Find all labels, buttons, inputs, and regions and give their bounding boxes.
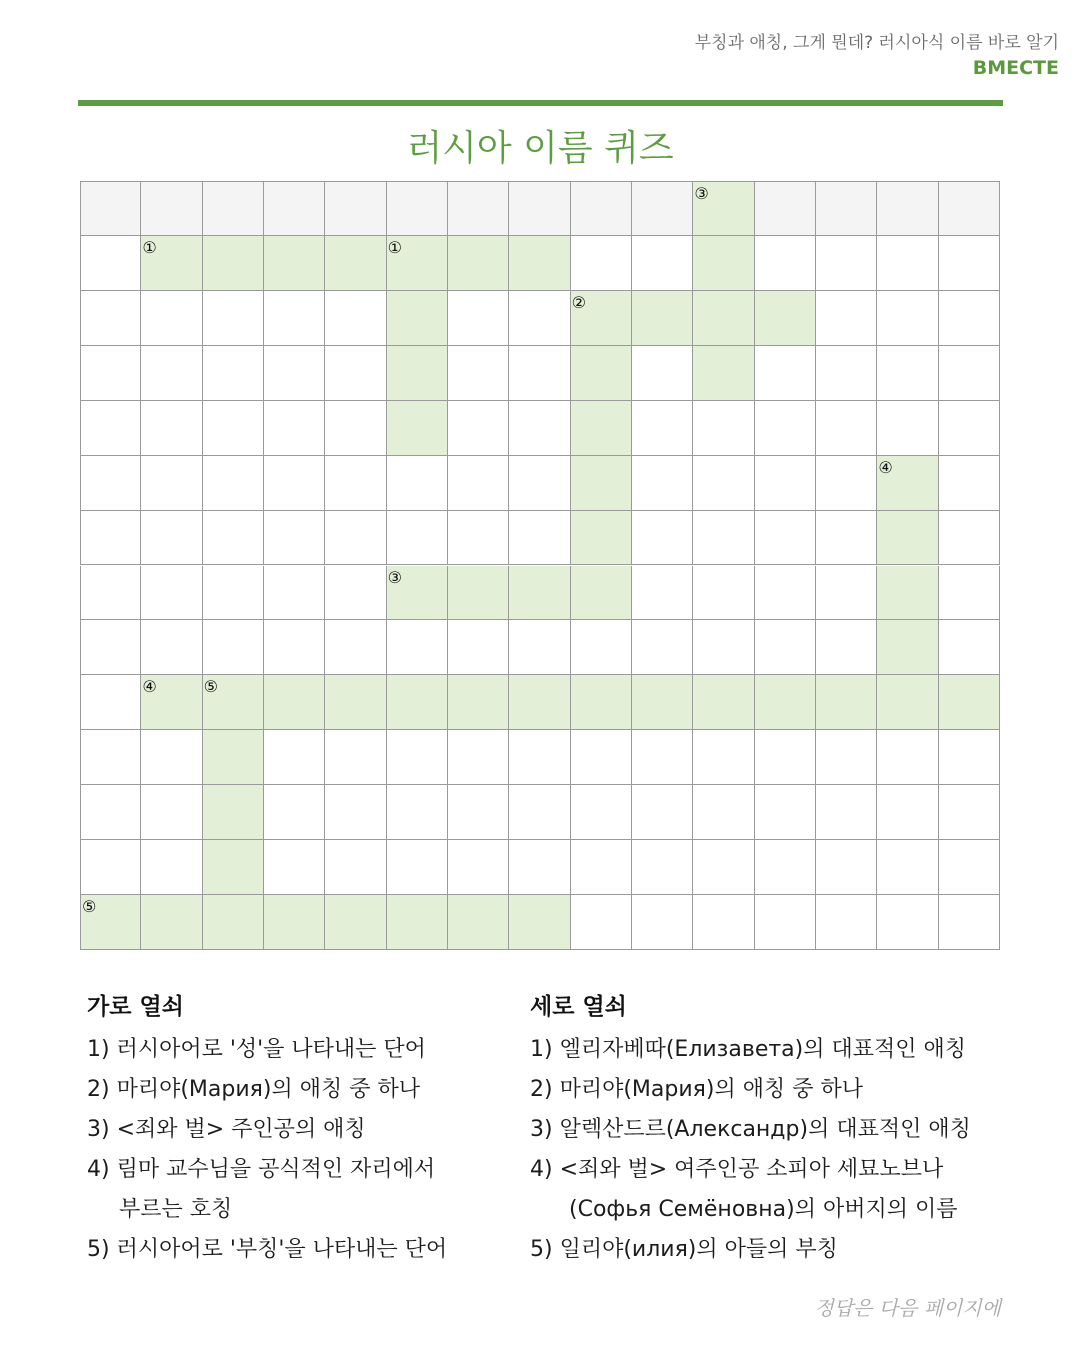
empty-cell	[939, 785, 1000, 840]
empty-cell	[264, 456, 325, 511]
answer-cell[interactable]	[80, 895, 141, 950]
empty-cell	[939, 566, 1000, 621]
empty-cell	[325, 840, 386, 895]
empty-cell	[755, 181, 816, 236]
down-clue-1: 1) 엘리자베따(Елизавета)의 대표적인 애칭	[530, 1037, 966, 1062]
empty-cell	[571, 895, 632, 950]
empty-cell	[80, 291, 141, 346]
empty-cell	[939, 620, 1000, 675]
answer-cell[interactable]	[693, 675, 754, 730]
answer-cell[interactable]	[939, 675, 1000, 730]
empty-cell	[509, 785, 570, 840]
answer-cell[interactable]	[141, 895, 202, 950]
empty-cell	[632, 456, 693, 511]
empty-cell	[141, 401, 202, 456]
across-heading: 가로 열쇠	[87, 994, 184, 1020]
down-clue-4	[530, 1150, 1030, 1230]
empty-cell	[877, 401, 938, 456]
answer-cell[interactable]	[203, 236, 264, 291]
empty-cell	[203, 181, 264, 236]
empty-cell	[264, 785, 325, 840]
empty-cell	[755, 840, 816, 895]
empty-cell	[203, 346, 264, 401]
empty-cell	[325, 785, 386, 840]
empty-cell	[264, 511, 325, 566]
empty-cell	[939, 456, 1000, 511]
empty-cell	[203, 291, 264, 346]
answer-cell[interactable]	[387, 675, 448, 730]
empty-cell	[203, 620, 264, 675]
answer-cell[interactable]	[387, 566, 448, 621]
answer-cell[interactable]	[203, 675, 264, 730]
empty-cell	[816, 456, 877, 511]
clue-number: ④	[878, 457, 893, 477]
answer-cell[interactable]	[877, 675, 938, 730]
empty-cell	[264, 620, 325, 675]
empty-cell	[755, 236, 816, 291]
down-clue-5: 5) 일리야(илия)의 아들의 부칭	[530, 1237, 838, 1262]
empty-cell	[387, 456, 448, 511]
empty-cell	[141, 566, 202, 621]
empty-cell	[632, 895, 693, 950]
answer-cell[interactable]	[203, 730, 264, 785]
clue-number: ⑤	[203, 677, 218, 697]
empty-cell	[877, 236, 938, 291]
empty-cell	[448, 511, 509, 566]
empty-cell	[632, 840, 693, 895]
empty-cell	[693, 785, 754, 840]
clue-number: ③	[387, 567, 402, 587]
answer-cell[interactable]	[141, 675, 202, 730]
answer-cell[interactable]	[571, 456, 632, 511]
empty-cell	[141, 511, 202, 566]
empty-cell	[939, 291, 1000, 346]
empty-cell	[264, 401, 325, 456]
empty-cell	[816, 511, 877, 566]
empty-cell	[571, 236, 632, 291]
empty-cell	[203, 401, 264, 456]
empty-cell	[816, 895, 877, 950]
empty-cell	[816, 840, 877, 895]
answer-cell[interactable]	[571, 566, 632, 621]
answer-cell[interactable]	[693, 236, 754, 291]
answer-cell[interactable]	[755, 291, 816, 346]
across-clue-4-line2: 부르는 호칭	[119, 1197, 233, 1222]
empty-cell	[632, 236, 693, 291]
empty-cell	[755, 456, 816, 511]
empty-cell	[264, 840, 325, 895]
empty-cell	[693, 401, 754, 456]
answer-cell[interactable]	[264, 236, 325, 291]
empty-cell	[816, 566, 877, 621]
header-divider	[78, 100, 1003, 106]
clue-number: ②	[571, 292, 586, 312]
empty-cell	[509, 620, 570, 675]
empty-cell	[448, 291, 509, 346]
answer-cell[interactable]	[693, 291, 754, 346]
empty-cell	[80, 730, 141, 785]
down-clues	[530, 988, 1030, 1270]
answer-cell[interactable]	[632, 291, 693, 346]
answer-cell[interactable]	[632, 675, 693, 730]
across-clue-4	[87, 1150, 517, 1230]
empty-cell	[387, 181, 448, 236]
empty-cell	[325, 566, 386, 621]
down-clue-3: 3) 알렉산드르(Александр)의 대표적인 애칭	[530, 1117, 971, 1142]
empty-cell	[571, 620, 632, 675]
empty-cell	[509, 291, 570, 346]
empty-cell	[80, 181, 141, 236]
empty-cell	[325, 730, 386, 785]
empty-cell	[755, 730, 816, 785]
empty-cell	[632, 730, 693, 785]
answer-cell[interactable]	[693, 346, 754, 401]
empty-cell	[141, 291, 202, 346]
down-clue-4-line2: (Софья Семёновна)의 아버지의 이름	[569, 1197, 958, 1222]
empty-cell	[509, 456, 570, 511]
empty-cell	[816, 346, 877, 401]
empty-cell	[264, 346, 325, 401]
answer-cell[interactable]	[325, 895, 386, 950]
empty-cell	[877, 346, 938, 401]
empty-cell	[325, 456, 386, 511]
answer-cell[interactable]	[203, 840, 264, 895]
answer-cell[interactable]	[264, 895, 325, 950]
empty-cell	[141, 620, 202, 675]
empty-cell	[141, 785, 202, 840]
across-clue-5: 5) 러시아어로 '부칭'을 나타내는 단어	[87, 1237, 448, 1262]
answer-cell[interactable]	[325, 236, 386, 291]
empty-cell	[755, 401, 816, 456]
answer-cell[interactable]	[877, 566, 938, 621]
empty-cell	[877, 181, 938, 236]
empty-cell	[755, 895, 816, 950]
answer-cell[interactable]	[387, 895, 448, 950]
answer-cell[interactable]	[571, 291, 632, 346]
answer-cell[interactable]	[509, 895, 570, 950]
empty-cell	[816, 236, 877, 291]
empty-cell	[80, 456, 141, 511]
empty-cell	[816, 181, 877, 236]
empty-cell	[325, 346, 386, 401]
empty-cell	[387, 840, 448, 895]
empty-cell	[448, 785, 509, 840]
empty-cell	[325, 511, 386, 566]
answer-cell[interactable]	[571, 401, 632, 456]
down-clue-4-line1: 4) <죄와 벌> 여주인공 소피아 세묘노브나	[530, 1157, 944, 1182]
across-clue-2: 2) 마리야(Мария)의 애칭 중 하나	[87, 1077, 420, 1102]
page-title: 러시아 이름 퀴즈	[407, 128, 674, 169]
empty-cell	[693, 895, 754, 950]
empty-cell	[80, 511, 141, 566]
empty-cell	[141, 456, 202, 511]
empty-cell	[264, 730, 325, 785]
empty-cell	[325, 291, 386, 346]
answer-cell[interactable]	[141, 236, 202, 291]
empty-cell	[632, 511, 693, 566]
answer-cell[interactable]	[509, 675, 570, 730]
empty-cell	[264, 291, 325, 346]
empty-cell	[325, 620, 386, 675]
empty-cell	[755, 346, 816, 401]
empty-cell	[80, 566, 141, 621]
empty-cell	[448, 181, 509, 236]
empty-cell	[509, 401, 570, 456]
empty-cell	[448, 620, 509, 675]
down-heading: 세로 열쇠	[530, 994, 627, 1020]
empty-cell	[325, 181, 386, 236]
answer-cell[interactable]	[877, 511, 938, 566]
empty-cell	[571, 785, 632, 840]
across-clues	[87, 988, 517, 1270]
empty-cell	[80, 785, 141, 840]
empty-cell	[693, 840, 754, 895]
empty-cell	[632, 566, 693, 621]
empty-cell	[632, 181, 693, 236]
empty-cell	[141, 730, 202, 785]
empty-cell	[939, 401, 1000, 456]
empty-cell	[877, 291, 938, 346]
across-clue-1: 1) 러시아어로 '성'을 나타내는 단어	[87, 1037, 426, 1062]
empty-cell	[448, 346, 509, 401]
answer-cell[interactable]	[877, 620, 938, 675]
empty-cell	[877, 730, 938, 785]
answer-cell[interactable]	[693, 181, 754, 236]
empty-cell	[509, 346, 570, 401]
empty-cell	[939, 730, 1000, 785]
empty-cell	[264, 181, 325, 236]
empty-cell	[816, 730, 877, 785]
clue-number: ①	[387, 237, 402, 257]
empty-cell	[877, 840, 938, 895]
empty-cell	[80, 346, 141, 401]
footer-note: 정답은 다음 페이지에	[814, 1296, 1001, 1320]
empty-cell	[80, 401, 141, 456]
empty-cell	[509, 511, 570, 566]
answer-cell[interactable]	[387, 236, 448, 291]
empty-cell	[816, 291, 877, 346]
empty-cell	[448, 456, 509, 511]
empty-cell	[877, 895, 938, 950]
across-clue-4-line1: 4) 림마 교수님을 공식적인 자리에서	[87, 1157, 436, 1182]
empty-cell	[939, 511, 1000, 566]
clue-number: ④	[142, 677, 157, 697]
empty-cell	[693, 566, 754, 621]
crossword-grid	[80, 181, 1000, 950]
answer-cell[interactable]	[264, 675, 325, 730]
empty-cell	[693, 511, 754, 566]
empty-cell	[632, 785, 693, 840]
empty-cell	[509, 840, 570, 895]
empty-cell	[448, 840, 509, 895]
empty-cell	[509, 181, 570, 236]
empty-cell	[693, 456, 754, 511]
empty-cell	[939, 236, 1000, 291]
empty-cell	[755, 785, 816, 840]
empty-cell	[325, 401, 386, 456]
empty-cell	[80, 840, 141, 895]
empty-cell	[816, 401, 877, 456]
empty-cell	[877, 785, 938, 840]
empty-cell	[571, 840, 632, 895]
answer-cell[interactable]	[203, 785, 264, 840]
empty-cell	[939, 181, 1000, 236]
answer-cell[interactable]	[387, 401, 448, 456]
empty-cell	[755, 620, 816, 675]
empty-cell	[141, 346, 202, 401]
answer-cell[interactable]	[325, 675, 386, 730]
answer-cell[interactable]	[448, 566, 509, 621]
empty-cell	[632, 401, 693, 456]
down-clue-2: 2) 마리야(Мария)의 애칭 중 하나	[530, 1077, 863, 1102]
empty-cell	[80, 236, 141, 291]
empty-cell	[693, 730, 754, 785]
empty-cell	[816, 785, 877, 840]
answer-cell[interactable]	[571, 675, 632, 730]
empty-cell	[448, 401, 509, 456]
answer-cell[interactable]	[571, 346, 632, 401]
answer-cell[interactable]	[755, 675, 816, 730]
answer-cell[interactable]	[509, 236, 570, 291]
clue-number: ③	[694, 184, 709, 203]
answer-cell[interactable]	[387, 291, 448, 346]
clue-number: ①	[142, 237, 157, 257]
answer-cell[interactable]	[448, 675, 509, 730]
answer-cell[interactable]	[816, 675, 877, 730]
header-subtitle: 부칭과 애칭, 그게 뭔데? 러시아식 이름 바로 알기	[694, 33, 1059, 53]
empty-cell	[816, 620, 877, 675]
answer-cell[interactable]	[509, 566, 570, 621]
empty-cell	[141, 181, 202, 236]
empty-cell	[203, 456, 264, 511]
empty-cell	[264, 566, 325, 621]
empty-cell	[939, 895, 1000, 950]
empty-cell	[632, 620, 693, 675]
brand-logo-text: BMECTE	[972, 57, 1059, 79]
empty-cell	[203, 511, 264, 566]
empty-cell	[755, 511, 816, 566]
across-clue-3: 3) <죄와 벌> 주인공의 애칭	[87, 1117, 366, 1142]
empty-cell	[203, 566, 264, 621]
answer-cell[interactable]	[571, 511, 632, 566]
empty-cell	[755, 566, 816, 621]
empty-cell	[693, 620, 754, 675]
empty-cell	[387, 785, 448, 840]
empty-cell	[80, 675, 141, 730]
empty-cell	[571, 730, 632, 785]
answer-cell[interactable]	[203, 895, 264, 950]
clue-number: ⑤	[82, 897, 97, 917]
empty-cell	[387, 511, 448, 566]
empty-cell	[509, 730, 570, 785]
empty-cell	[387, 620, 448, 675]
empty-cell	[141, 840, 202, 895]
empty-cell	[448, 730, 509, 785]
answer-cell[interactable]	[387, 346, 448, 401]
answer-cell[interactable]	[877, 456, 938, 511]
empty-cell	[571, 181, 632, 236]
answer-cell[interactable]	[448, 895, 509, 950]
empty-cell	[632, 346, 693, 401]
empty-cell	[387, 730, 448, 785]
empty-cell	[939, 346, 1000, 401]
empty-cell	[939, 840, 1000, 895]
empty-cell	[80, 620, 141, 675]
answer-cell[interactable]	[448, 236, 509, 291]
